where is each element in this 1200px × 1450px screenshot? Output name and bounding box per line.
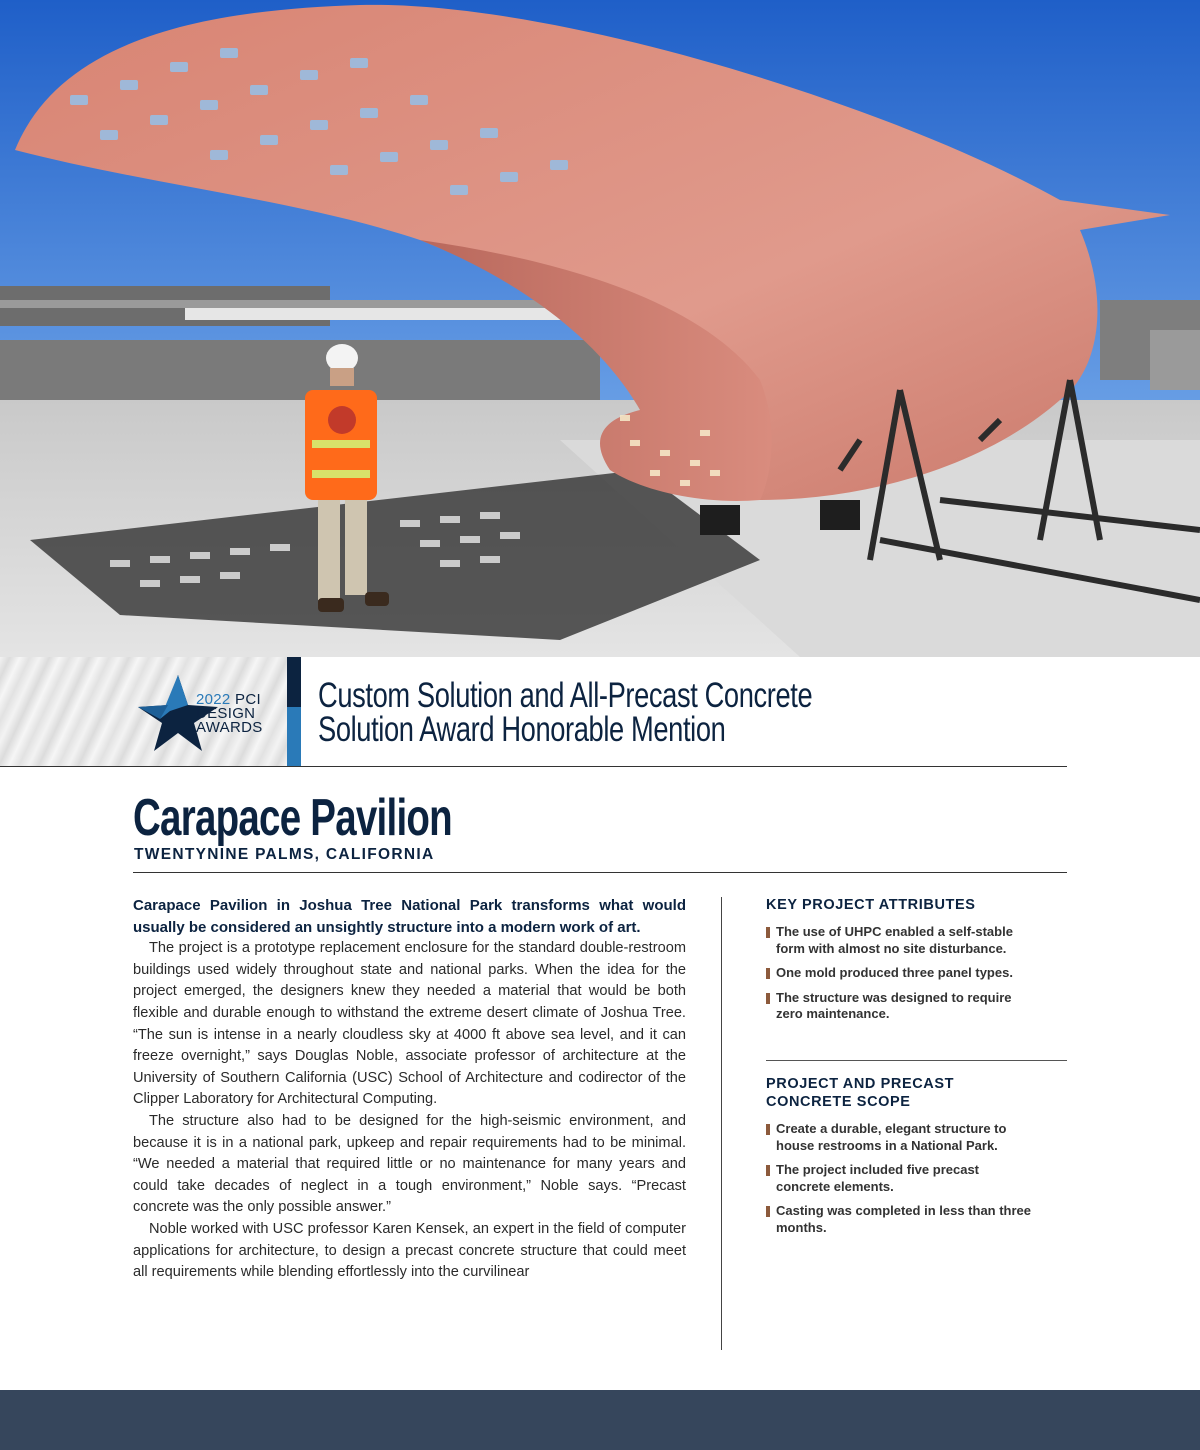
column-divider [721, 897, 722, 1350]
list-item: The project included five precast concrete elements. [766, 1162, 1036, 1195]
banner-bottom-rule [0, 766, 1067, 767]
project-location: TWENTYNINE PALMS, CALIFORNIA [134, 846, 435, 863]
sidebar-rule [766, 1060, 1067, 1061]
article-body [133, 895, 686, 1284]
body-paragraph-1: The project is a prototype replacement enclosure for the standard double-restroom buildings used widely throughout state and national parks. When the idea for the project emerged, the designers knew they needed a material that would be both flexible and durable enough to withstand the extreme desert climate of Joshua Tree. “The sun is intense in a nearly cloudless sky at 4000 ft above sea level, and it can freeze overnight,” says Douglas Noble, associate professor of architecture at the University of Southern California (USC) School of Architecture and codirector of the Clipper Laboratory for Architectural Computing. [133, 940, 686, 1108]
lead-paragraph: Carapace Pavilion in Joshua Tree National Park transforms what would usually be considered an unsightly structure into a modern work of art. [133, 897, 686, 936]
scope-list [766, 1121, 1066, 1236]
award-org: PCI [235, 691, 261, 708]
title-rule [133, 872, 1067, 873]
award-line3: AWARDS [196, 719, 263, 736]
scope-heading: PROJECT AND PRECAST CONCRETE SCOPE [766, 1076, 955, 1110]
award-banner [0, 657, 1200, 767]
pavilion-photo-illustration [0, 0, 1200, 657]
list-item: The structure was designed to require zero maintenance. [766, 990, 1036, 1023]
page-footer-band [0, 1390, 1200, 1450]
award-title-line2: Solution Award Honorable Mention [318, 710, 726, 749]
list-item: Casting was completed in less than three months. [766, 1203, 1036, 1236]
list-item: The use of UHPC enabled a self-stable form with almost no site disturbance. [766, 924, 1036, 957]
banner-accent-bar [287, 657, 301, 767]
scope-panel [766, 1075, 1066, 1244]
key-attributes-panel [766, 896, 1066, 1031]
key-attributes-heading: KEY PROJECT ATTRIBUTES [766, 897, 976, 913]
award-category-title [318, 676, 864, 749]
award-title-line1: Custom Solution and All-Precast Concrete [318, 676, 813, 715]
project-title: Carapace Pavilion [133, 789, 452, 847]
body-paragraph-3: Noble worked with USC professor Karen Kensek, an expert in the field of computer applications for architecture, to design a precast concrete structure that could meet all requirements while blending effortlessly into the curvilinear [133, 1220, 686, 1281]
list-item: Create a durable, elegant structure to house restrooms in a National Park. [766, 1121, 1036, 1154]
award-year: 2022 [196, 691, 231, 708]
body-paragraph-2: The structure also had to be designed for the high-seismic environment, and because it is in a national park, upkeep and repair requirements had to be minimal. “We needed a material that required little or no maintenance for many years and could take decades of neglect in a tough environment,” Noble says. “Precast concrete was the only possible answer.” [133, 1112, 686, 1216]
key-attributes-list [766, 924, 1066, 1023]
list-item: One mold produced three panel types. [766, 965, 1036, 982]
award-badge-text [196, 693, 263, 735]
award-line2: DESIGN [196, 705, 256, 722]
hero-photo [0, 0, 1200, 657]
